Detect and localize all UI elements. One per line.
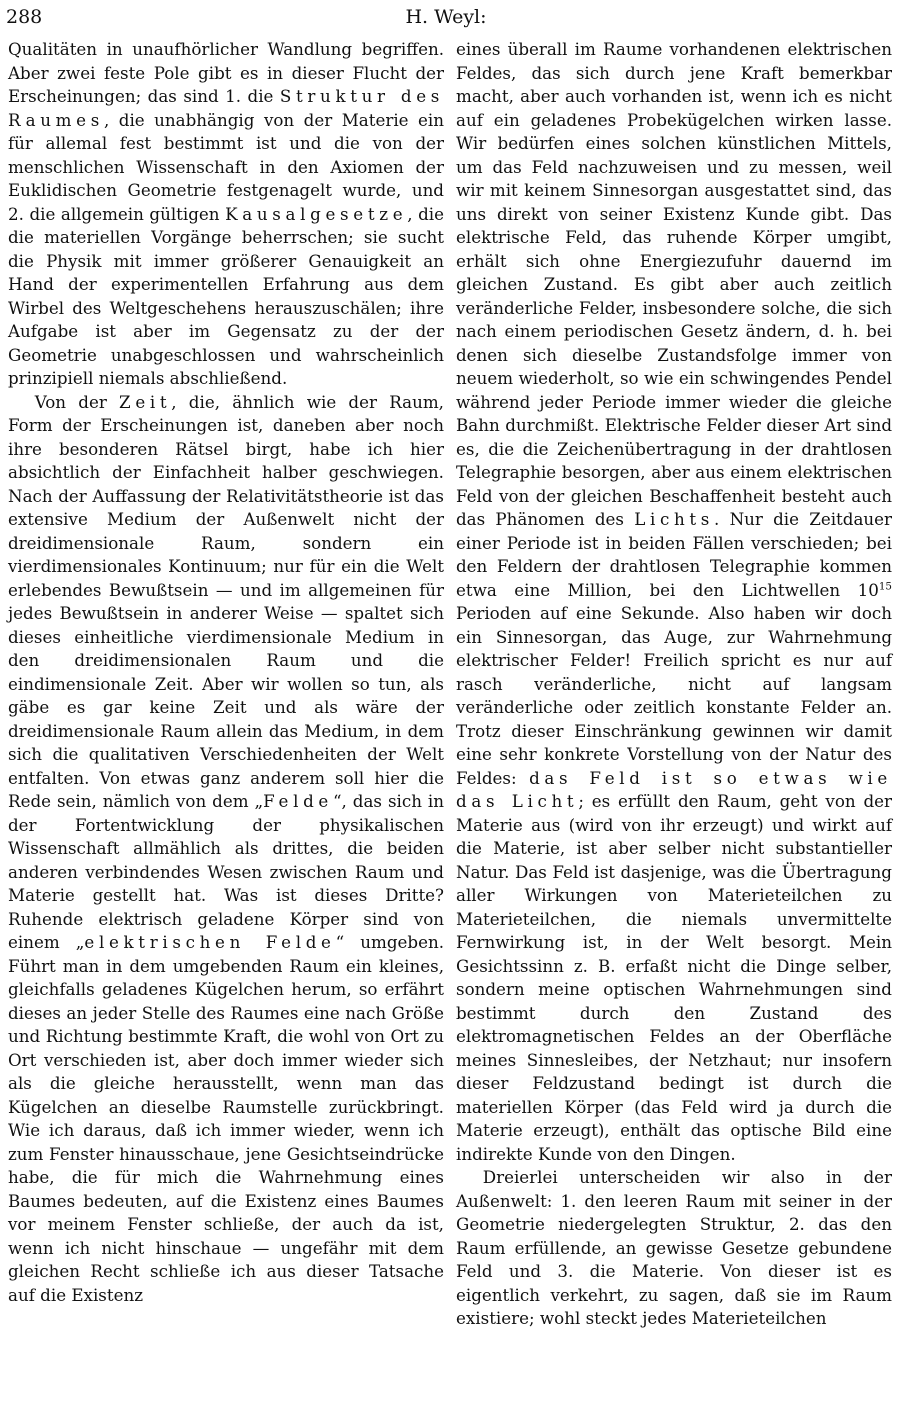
emphasized-spaced-text: elektrischen Felde <box>84 932 336 952</box>
text-segment: , die unabhängig von der Materie ein für allemal fest bestimmt ist und die von der menschlichen Wissenschaft in den Axiomen der Euklidischen Geometrie festgenagelt wurde, und 2. die allgemein gültigen <box>8 109 444 224</box>
paragraph <box>456 38 892 1166</box>
emphasized-spaced-text: Kausalgesetze <box>225 203 408 224</box>
paragraph <box>456 1166 892 1331</box>
text-segment: ; es erfüllt den Raum, geht von der Materie aus (wird von ihr erzeugt) und wirkt auf die Materie, ist aber selber nicht substantieller Natur. Das Feld ist dasjenige, was die Übertragung aller Wirkungen von Materieteilchen zu Materieteilchen, die niemals unvermittelte Fernwirkung ist, in der Welt besorgt. Mein Gesichtssinn z. B. erfaßt nicht die Dinge selber, sondern meine optischen Wahrnehmungen sind bestimmt durch den Zustand des elektromagnetischen Feldes an der Oberfläche meines Sinnesleibes, der Netzhaut; nur insofern dieser Feldzustand bedingt ist durch die materiellen Körper (das Feld wird ja durch die Materie erzeugt), enthält das optische Bild eine indirekte Kunde von den Dingen. <box>456 791 892 1164</box>
emphasized-spaced-text: das Feld ist so etwas wie das Licht <box>456 767 892 811</box>
right-text-column <box>456 38 892 1331</box>
emphasized-spaced-text: Felde <box>263 791 333 811</box>
emphasized-spaced-text: Struktur des Raumes <box>8 86 444 130</box>
superscript-exponent: 15 <box>878 579 892 592</box>
text-segment: Qualitäten in unaufhörlicher Wandlung begriffen. Aber zwei feste Pole gibt es in dieser Flucht der Erscheinungen; das sind 1. die <box>8 39 444 106</box>
text-segment: eines überall im Raume vorhandenen elektrischen Feldes, das sich durch jene Kraft bemerkbar macht, aber auch vorhanden ist, wenn ich es nicht auf ein geladenes Probekügelchen wirken lasse. Wir bedürfen eines solchen künstlichen Mittels, um das Feld nachzuweisen und zu messen, weil wir mit keinem Sinnesorgan ausgestattet sind, das uns direkt von seiner Existenz Kunde gibt. Das elektrische Feld, das ruhende Körper umgibt, erhält sich ohne Energiezufuhr dauernd im gleichen Zustand. Es gibt aber auch zeitlich veränderliche Felder, insbesondere solche, die sich nach einem periodischen Gesetz ändern, d. h. bei denen sich dieselbe Zustandsfolge immer von neuem wiederholt, so wie ein schwingendes Pendel während jeder Periode immer wieder die gleiche Bahn durchmißt. Elektrische Felder dieser Art sind es, die die Zeichenübertragung in der drahtlosen Telegraphie besorgen, aber aus einem elektrischen Feld von der gleichen Beschaffenheit besteht auch das Phänomen des <box>456 39 892 529</box>
paragraph <box>8 38 444 391</box>
text-segment: Von der <box>34 391 120 412</box>
page-number: 288 <box>6 6 43 28</box>
text-segment: , die die materiellen Vorgänge beherrschen; sie sucht die Physik mit immer größerer Genauigkeit an Hand der experimentellen Erfahrung aus dem Wirbel des Weltgeschehens herauszuschälen; ihre Aufgabe ist aber im Gegensatz zu der der Geometrie unabgeschlossen und wahrscheinlich prinzipiell niemals abschließend. <box>8 203 444 388</box>
text-segment: . Nur die Zeitdauer einer Periode ist in beiden Fällen verschieden; bei den Feldern der drahtlosen Telegraphie kommen etwa eine Million, bei den Lichtwellen 10 <box>456 509 892 600</box>
running-head: H. Weyl: <box>405 6 487 28</box>
emphasized-spaced-text: Zeit <box>119 391 172 412</box>
left-text-column <box>8 38 444 1307</box>
emphasized-spaced-text: Lichts <box>634 509 715 529</box>
page-header <box>6 6 886 36</box>
text-segment: , die, ähnlich wie der Raum, Form der Erscheinungen ist, daneben aber noch ihre besonderen Rätsel birgt, habe ich hier absichtlich der Einfachheit halber geschwiegen. Nach der Auffassung der Relativitätstheorie ist das extensive Medium der Außenwelt nicht der dreidimensionale Raum, sondern ein vierdimensionales Kontinuum; nur für ein die Welt erlebendes Bewußtsein — und im allgemeinen für jedes Bewußtsein in anderer Weise — spaltet sich dieses einheitliche vierdimensionale Medium in den dreidimensionalen Raum und die eindimensionale Zeit. Aber wir wollen so tun, als gäbe es gar keine Zeit und als wäre der dreidimensionale Raum allein das Medium, in dem sich die qualitativen Verschiedenheiten der Welt entfalten. Von etwas ganz anderem soll hier die Rede sein, nämlich von dem „ <box>8 391 444 811</box>
text-segment: “, das sich in der Fortentwicklung der physikalischen Wissenschaft allmählich als drittes, die beiden anderen verbindendes Wesen zwischen Raum und Materie gestellt hat. Was ist dieses Dritte? Ruhende elektrisch geladene Körper sind von einem „ <box>8 791 444 952</box>
text-segment: Dreierlei unterscheiden wir also in der Außenwelt: 1. den leeren Raum mit seiner in der Geometrie niedergelegten Struktur, 2. das den Raum erfüllende, an gewisse Gesetze gebundene Feld und 3. die Materie. Von dieser ist es eigentlich verkehrt, zu sagen, daß sie im Raum existiere; wohl steckt jedes Materieteilchen <box>456 1167 892 1328</box>
text-segment: “ umgeben. Führt man in dem umgebenden Raum ein kleines, gleichfalls geladenes Kügelchen herum, so erfährt dieses an jeder Stelle des Raumes eine nach Größe und Richtung bestimmte Kraft, die wohl von Ort zu Ort verschieden ist, aber doch immer wieder sich als die gleiche herausstellt, wenn man das Kügelchen an dieselbe Raumstelle zurückbringt. Wie ich daraus, daß ich immer wieder, wenn ich zum Fenster hinausschaue, jene Gesichtseindrücke habe, die für mich die Wahrnehmung eines Baumes bedeuten, auf die Existenz eines Baumes vor meinem Fenster schließe, der auch da ist, wenn ich nicht hinschaue — ungefähr mit dem gleichen Recht schließe ich aus dieser Tatsache auf die Existenz <box>8 932 444 1305</box>
text-segment: Perioden auf eine Sekunde. Also haben wir doch ein Sinnesorgan, das Auge, zur Wahrnehmung elektrischer Felder! Freilich spricht es nur auf rasch veränderliche, nicht auf langsam veränderliche oder zeitlich konstante Felder an. Trotz dieser Einschränkung gewinnen wir damit eine sehr konkrete Vorstellung von der Natur des Feldes: <box>456 603 892 788</box>
paragraph <box>8 391 444 1308</box>
